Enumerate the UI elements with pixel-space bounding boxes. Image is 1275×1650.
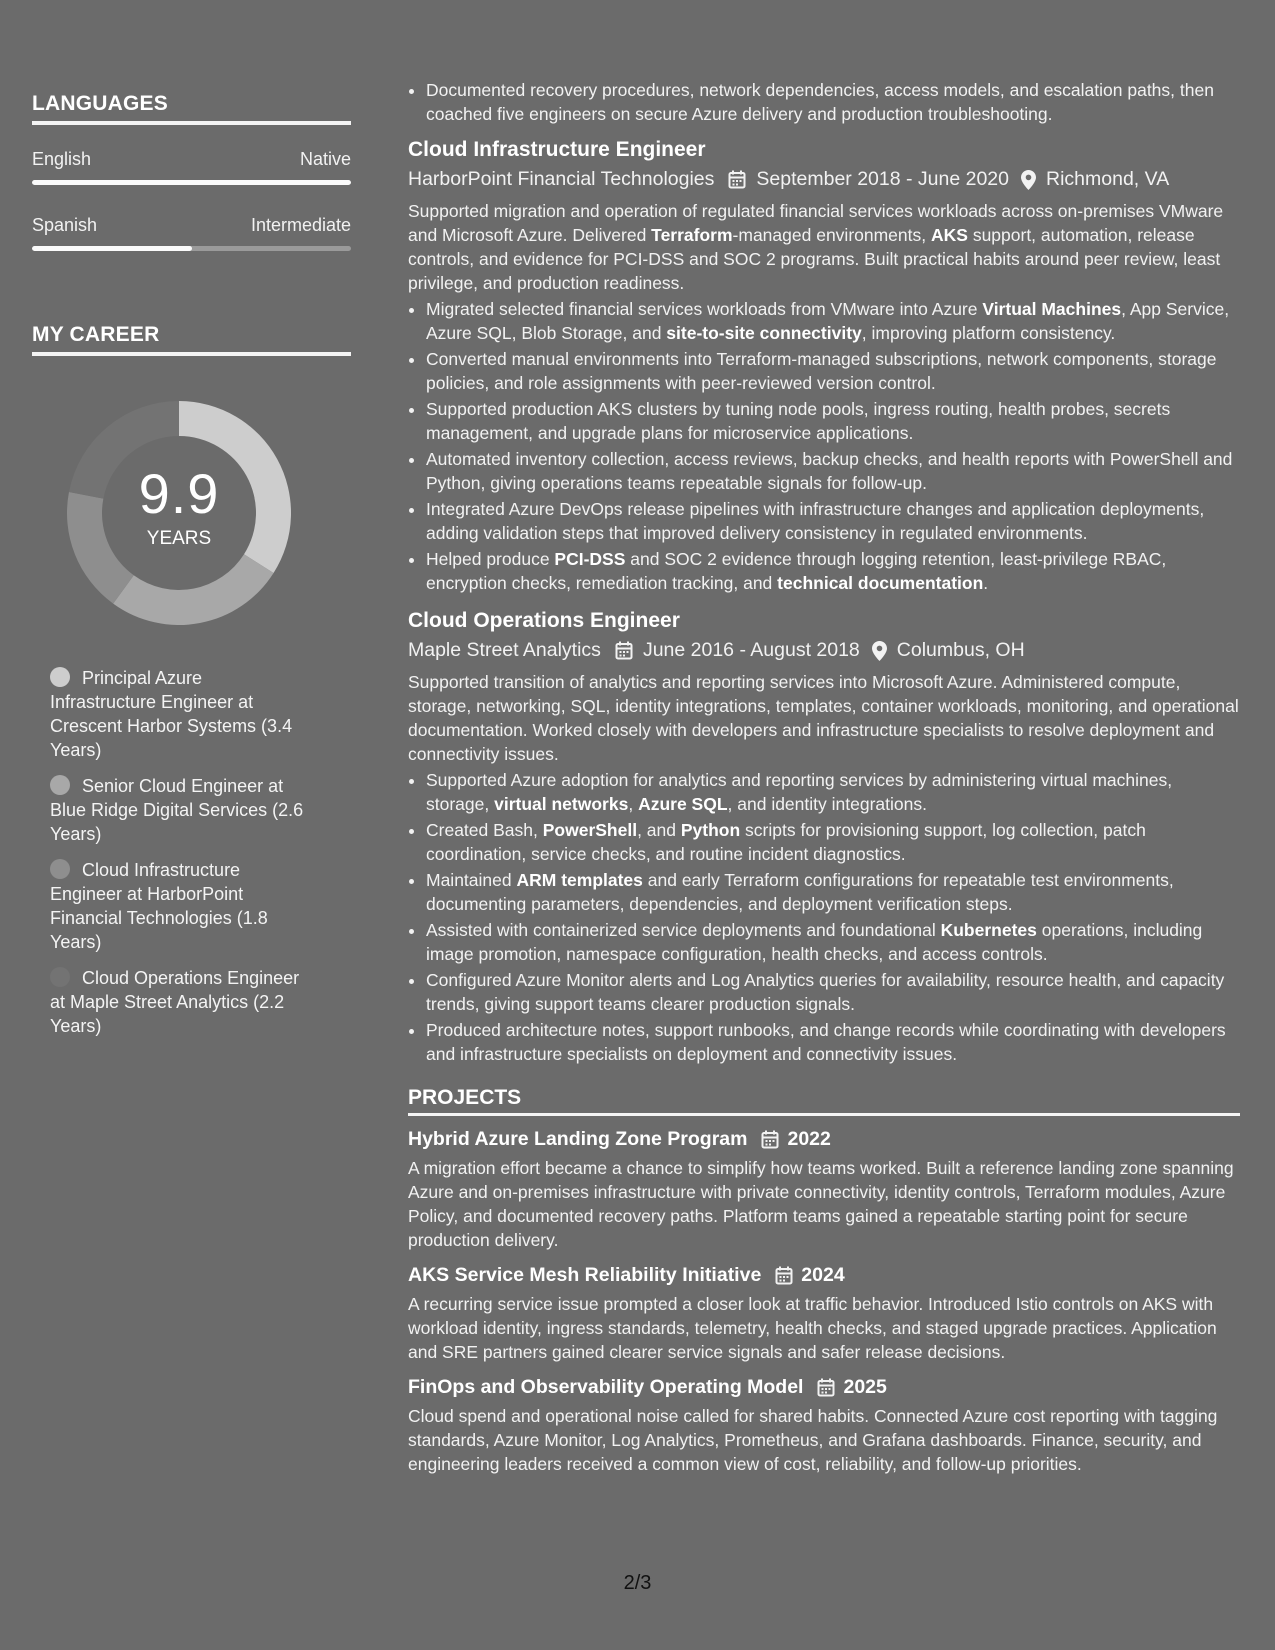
job-company: Maple Street Analytics	[408, 639, 601, 661]
job-summary: Supported migration and operation of regulated financial services workloads across on-premises VMware and Microsoft Azure. Delivered Terraform-managed environments, AKS support, automation, release controls, and evidence for PCI-DSS and SOC 2 programs. Built practical habits around peer review, least privilege, and production readiness.	[408, 201, 1224, 293]
calendar-icon	[728, 170, 746, 189]
calendar-icon	[817, 1378, 835, 1397]
calendar-icon	[615, 641, 633, 660]
bullet-item: • Supported production AKS clusters by tuning node pools, ingress routing, health probes, secrets management, and upgrade plans for microservice applications.	[426, 397, 1240, 445]
bullet-item: • Maintained ARM templates and early Terraform configurations for repeatable test environments, documenting parameters, dependencies, and deployment verification steps.	[426, 868, 1240, 916]
job-meta	[408, 639, 1240, 662]
job-bullets	[408, 297, 1240, 595]
bullet-item: • Automated inventory collection, access reviews, backup checks, and health reports with PowerShell and Python, giving operations teams repeatable signals for follow-up.	[426, 447, 1240, 495]
job-location: Columbus, OH	[896, 639, 1025, 661]
sidebar	[32, 92, 351, 1050]
project-title: FinOps and Observability Operating Model	[408, 1376, 804, 1398]
job-entry	[408, 138, 1240, 595]
language-level: Native	[299, 149, 351, 169]
language-name: Spanish	[32, 215, 98, 235]
carryover-bullets	[408, 78, 1240, 126]
legend-dot-icon	[50, 667, 70, 687]
career-donut-chart	[64, 398, 294, 628]
language-proficiency-bar	[32, 180, 351, 185]
bullet-item: • Assisted with containerized service deployments and foundational Kubernetes operations, including image promotion, namespace configuration, health checks, and access controls.	[426, 918, 1240, 966]
job-summary: Supported transition of analytics and reporting services into Microsoft Azure. Administered compute, storage, networking, SQL, identity integrations, templates, container workloads, monitoring, and operational documentation. Worked closely with developers and infrastructure specialists to resolve deployment and connectivity issues.	[408, 672, 1239, 764]
calendar-icon	[775, 1266, 793, 1285]
projects-heading: PROJECTS	[408, 1086, 1240, 1116]
job-title: Cloud Operations Engineer	[408, 609, 680, 632]
career-legend-item: Senior Cloud Engineer at Blue Ridge Digital Services (2.6 Years)	[50, 776, 304, 844]
career-total-value: 9.9	[138, 462, 220, 525]
project-title: AKS Service Mesh Reliability Initiative	[408, 1264, 762, 1286]
bullet-item: • Converted manual environments into Terraform-managed subscriptions, network components, storage policies, and role assignments with peer-reviewed version control.	[426, 347, 1240, 395]
bullet-item: • Integrated Azure DevOps release pipelines with infrastructure changes and application deployments, adding validation steps that improved delivery consistency in regulated environments.	[426, 497, 1240, 545]
languages-heading: LANGUAGES	[32, 92, 351, 125]
project-title: Hybrid Azure Landing Zone Program	[408, 1128, 748, 1150]
language-proficiency-fill	[32, 246, 192, 251]
career-legend-item: Cloud Operations Engineer at Maple Street Analytics (2.2 Years)	[50, 968, 300, 1036]
page-number: 2/3	[623, 1572, 652, 1594]
project-year: 2025	[843, 1376, 887, 1398]
project-description: Cloud spend and operational noise called for shared habits. Connected Azure cost reporting with tagging standards, Azure Monitor, Log Analytics, Prometheus, and Grafana dashboards. Finance, security, and engineering leaders received a common view of cost, reliability, and follow-up priorities.	[408, 1406, 1218, 1474]
language-level: Intermediate	[250, 215, 351, 235]
legend-dot-icon	[50, 967, 70, 987]
project-description: A migration effort became a chance to simplify how teams worked. Built a reference landing zone spanning Azure and on-premises infrastructure with private connectivity, identity controls, Terraform modules, Azure Policy, and documented recovery paths. Platform teams gained a repeatable starting point for secure production delivery.	[408, 1158, 1234, 1250]
job-entry	[408, 609, 1240, 1066]
career-legend-item: Principal Azure Infrastructure Engineer at Crescent Harbor Systems (3.4 Years)	[50, 668, 293, 760]
language-english	[32, 149, 351, 185]
language-spanish	[32, 215, 351, 251]
job-company: HarborPoint Financial Technologies	[408, 168, 715, 190]
career-legend	[50, 666, 312, 1038]
language-name: English	[32, 149, 92, 169]
project-year: 2022	[787, 1128, 831, 1150]
bullet-item: • Migrated selected financial services workloads from VMware into Azure Virtual Machines, App Service, Azure SQL, Blob Storage, and site-to-site connectivity, improving platform consistency.	[426, 297, 1240, 345]
job-location: Richmond, VA	[1046, 168, 1170, 190]
bullet-item: • Documented recovery procedures, network dependencies, access models, and escalation paths, then coached five engineers on secure Azure delivery and production troubleshooting.	[426, 78, 1240, 126]
calendar-icon	[761, 1130, 779, 1149]
job-dates: June 2016 - August 2018	[642, 639, 860, 661]
language-proficiency-fill	[32, 180, 351, 185]
bullet-item: • Produced architecture notes, support runbooks, and change records while coordinating with developers and infrastructure specialists on deployment and connectivity issues.	[426, 1018, 1240, 1066]
legend-dot-icon	[50, 775, 70, 795]
career-legend-item: Cloud Infrastructure Engineer at HarborPoint Financial Technologies (1.8 Years)	[50, 860, 268, 952]
project-description: A recurring service issue prompted a closer look at traffic behavior. Introduced Istio controls on AKS with workload identity, ingress standards, telemetry, health checks, and staged upgrade practices. Application and SRE partners gained clearer service signals and safer release decisions.	[408, 1294, 1217, 1362]
project-entry	[408, 1128, 1240, 1252]
career-total-unit: YEARS	[146, 528, 212, 549]
job-bullets	[408, 768, 1240, 1066]
project-year: 2024	[801, 1264, 845, 1286]
bullet-item: • Supported Azure adoption for analytics and reporting services by administering virtual machines, storage, virtual networks, Azure SQL, and identity integrations.	[426, 768, 1240, 816]
job-meta	[408, 168, 1240, 191]
bullet-item: • Created Bash, PowerShell, and Python scripts for provisioning support, log collection, patch coordination, service checks, and routine incident diagnostics.	[426, 818, 1240, 866]
main-content	[408, 78, 1240, 1476]
project-entry	[408, 1264, 1240, 1364]
job-dates: September 2018 - June 2020	[756, 168, 1010, 190]
job-title: Cloud Infrastructure Engineer	[408, 138, 706, 161]
career-heading: MY CAREER	[32, 323, 351, 356]
location-pin-icon	[1021, 170, 1036, 190]
bullet-item: • Helped produce PCI-DSS and SOC 2 evidence through logging retention, least-privilege RBAC, encryption checks, remediation tracking, and technical documentation.	[426, 547, 1240, 595]
project-entry	[408, 1376, 1240, 1476]
language-proficiency-bar	[32, 246, 351, 251]
legend-dot-icon	[50, 859, 70, 879]
bullet-item: • Configured Azure Monitor alerts and Log Analytics queries for availability, resource health, and capacity trends, giving support teams clearer production signals.	[426, 968, 1240, 1016]
location-pin-icon	[872, 641, 887, 661]
